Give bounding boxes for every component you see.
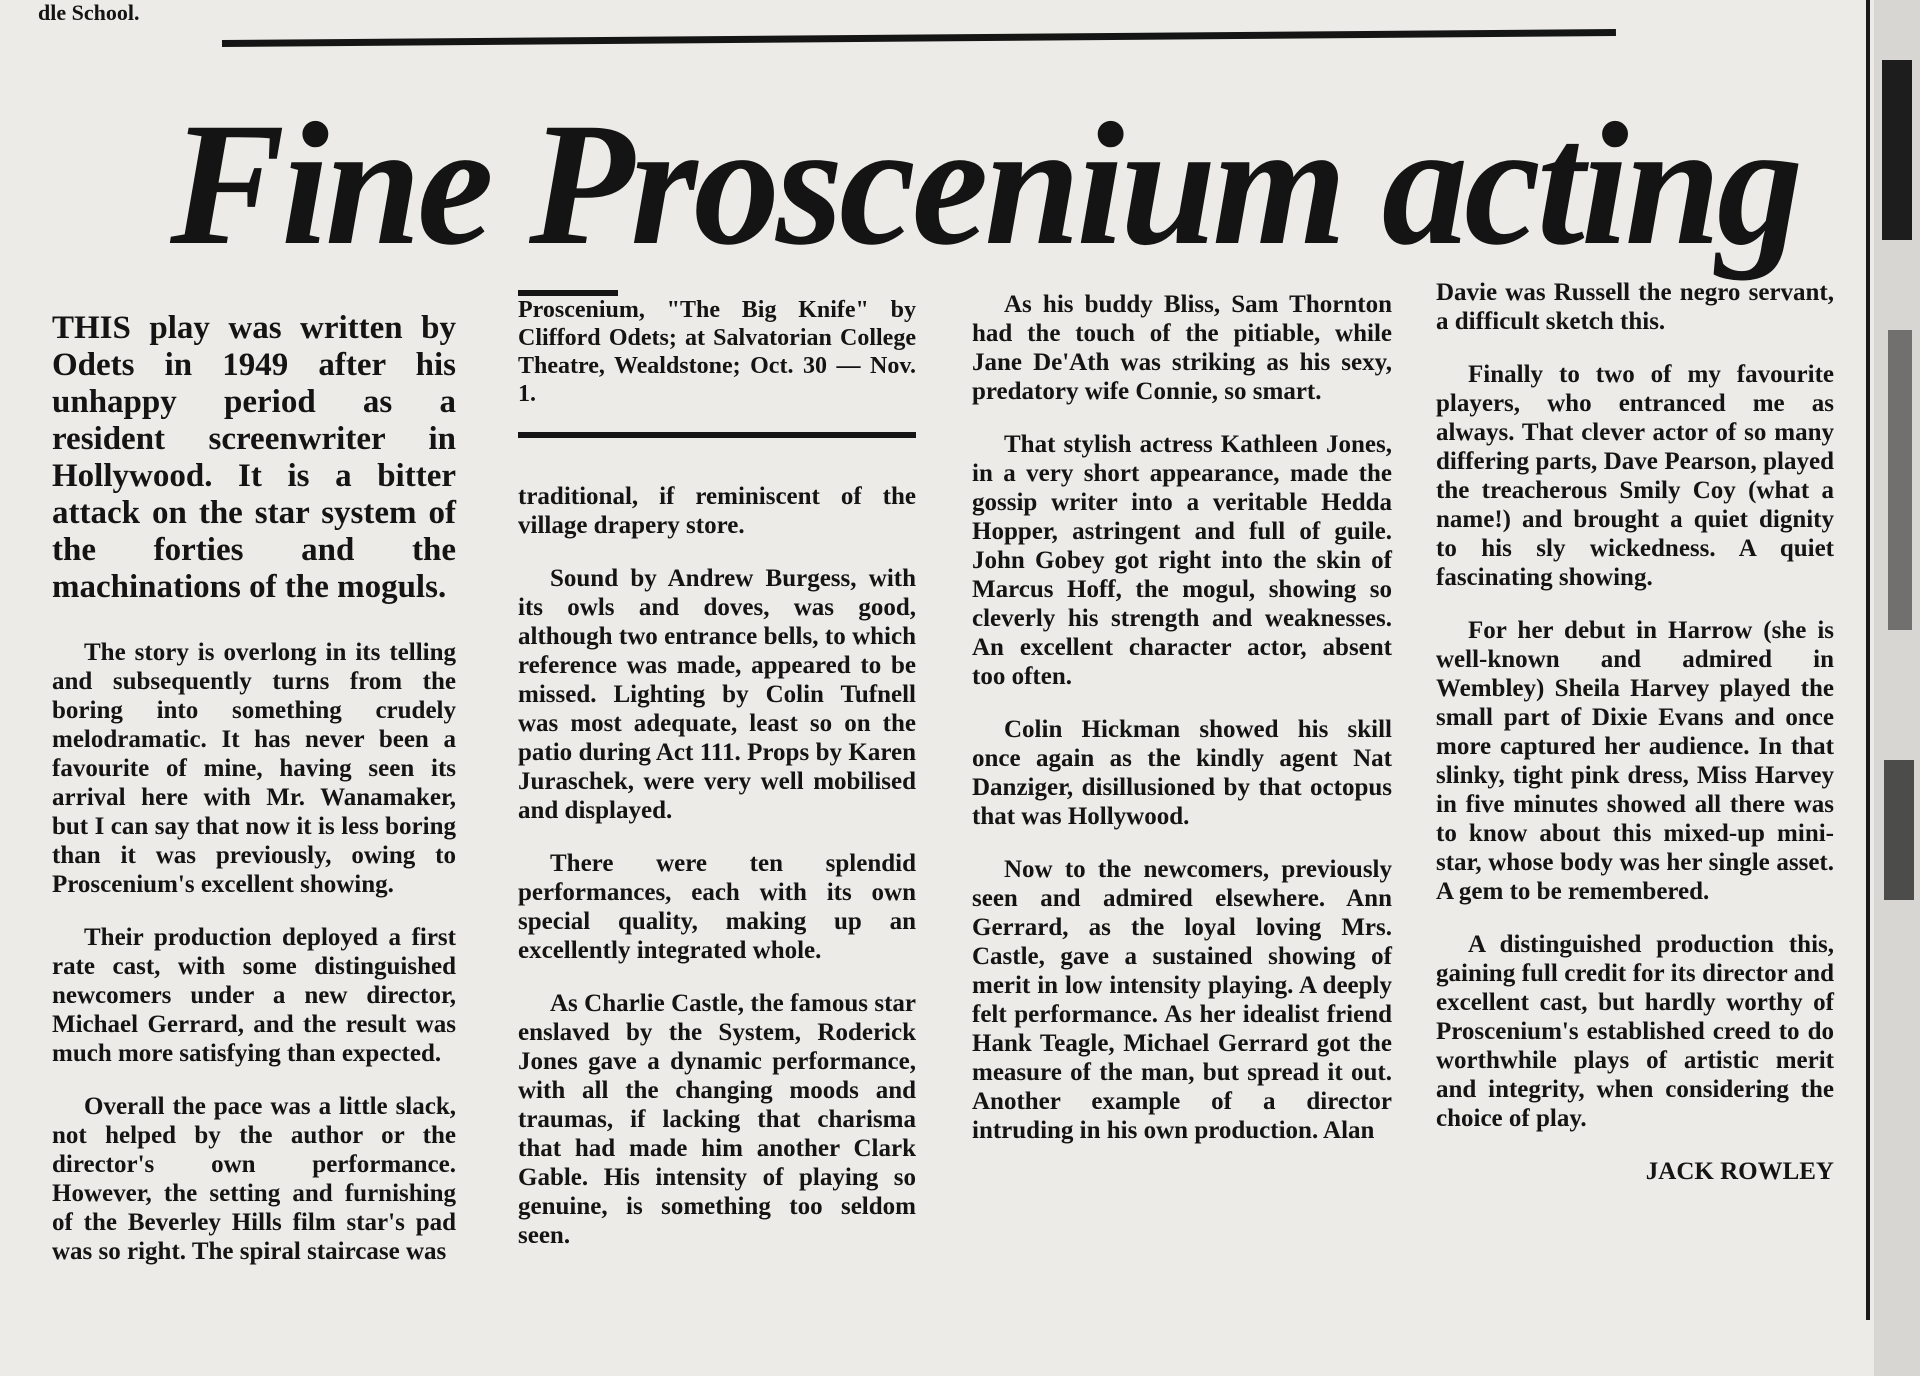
- article-paragraph: There were ten splendid performances, each with its own special quality, making up an excellently integrated whole.: [518, 850, 916, 964]
- article-paragraph: Davie was Russell the negro servant, a difficult sketch this.: [1436, 279, 1834, 335]
- article-paragraph: Overall the pace was a little slack, not helped by the author or the director's own performance. However, the setting and furnishing of the Beverley Hills film star's pad was so right. The spiral staircase was: [52, 1093, 456, 1265]
- column-divider-rule: [1866, 0, 1870, 1320]
- adjacent-ink-blot: [1888, 330, 1912, 630]
- article-paragraph: Finally to two of my favourite players, who entranced me as always. That clever actor of so many differing parts, Dave Pearson, played the treacherous Smily Coy (what a name!) and brought a quiet dignity to his sly wickedness. A quiet fascinating showing.: [1436, 361, 1834, 591]
- article-column-4: [1436, 278, 1834, 1210]
- lead-paragraph: THIS play was written by Odets in 1949 after his unhappy period as a resident screenwriter in Hollywood. It is a bitter attack on the star system of the forties and the machinations of the moguls.: [52, 310, 456, 605]
- headline: Fine Proscenium acting: [170, 87, 1800, 282]
- article-paragraph: traditional, if reminiscent of the village drapery store.: [518, 483, 916, 539]
- article-paragraph: As his buddy Bliss, Sam Thornton had the touch of the pitiable, while Jane De'Ath was striking as his sexy, predatory wife Connie, so smart.: [972, 291, 1392, 405]
- article-column-3: [972, 290, 1392, 1169]
- article-column-2: [518, 290, 916, 1274]
- article-paragraph: Sound by Andrew Burgess, with its owls and doves, was good, although two entrance bells, to which reference was made, appeared to be missed. Lighting by Colin Tufnell was most adequate, least so on the patio during Act 111. Props by Karen Juraschek, were very well mobilised and displayed.: [518, 565, 916, 824]
- byline: JACK ROWLEY: [1645, 1158, 1834, 1185]
- article-column-1: [52, 310, 456, 1290]
- article-paragraph: Colin Hickman showed his skill once again as the kindly agent Nat Danziger, disillusioned by that octopus that was Hollywood.: [972, 716, 1392, 830]
- article-paragraph: Now to the newcomers, previously seen and admired elsewhere. Ann Gerrard, as the loyal loving Mrs. Castle, gave a sustained showing of merit in low intensity playing. A deeply felt performance. As her idealist friend Hank Teagle, Michael Gerrard got the measure of the man, but spread it out. Another example of a director intruding in his own production. Alan: [972, 856, 1392, 1144]
- article-paragraph: As Charlie Castle, the famous star enslaved by the System, Roderick Jones gave a dynamic performance, with all the changing moods and traumas, if lacking that charisma that had made him another Clark Gable. His intensity of playing so genuine, is something too seldom seen.: [518, 990, 916, 1249]
- article-paragraph: For her debut in Harrow (she is well-known and admired in Wembley) Sheila Harvey played the small part of Dixie Evans and once more captured her audience. In that slinky, tight pink dress, Miss Harvey in five minutes showed all there was to know about this mixed-up mini-star, whose body was her single asset. A gem to be remembered.: [1436, 617, 1834, 905]
- adjacent-page-strip: [1874, 0, 1920, 1376]
- article-paragraph: The story is overlong in its telling and subsequently turns from the boring into something crudely melodramatic. It has never been a favourite of mine, having seen its arrival here with Mr. Wanamaker, but I can say that now it is less boring than it was previously, owing to Proscenium's excellent showing.: [52, 639, 456, 898]
- production-credits: Proscenium, "The Big Knife" by Clifford Odets; at Salvatorian College Theatre, Wealdstone; Oct. 30 — Nov. 1.: [518, 297, 916, 407]
- article-paragraph: That stylish actress Kathleen Jones, in a very short appearance, made the gossip writer into a veritable Hedda Hopper, astringent and full of guile. John Gobey got right into the skin of Marcus Hoff, the mogul, showing so cleverly his strength and weaknesses. An excellent character actor, absent too often.: [972, 431, 1392, 690]
- adjacent-ink-blot: [1882, 60, 1912, 240]
- top-rule: [222, 29, 1616, 47]
- header-snippet: dle School.: [38, 0, 140, 25]
- article-paragraph: A distinguished production this, gaining full credit for its director and excellent cast, but hardly worthy of Proscenium's established creed to do worthwhile plays of artistic merit and integrity, when considering the choice of play.: [1436, 931, 1834, 1132]
- article-paragraph: Their production deployed a first rate cast, with some distinguished newcomers under a new director, Michael Gerrard, and the result was much more satisfying than expected.: [52, 924, 456, 1067]
- adjacent-ink-blot: [1884, 760, 1914, 900]
